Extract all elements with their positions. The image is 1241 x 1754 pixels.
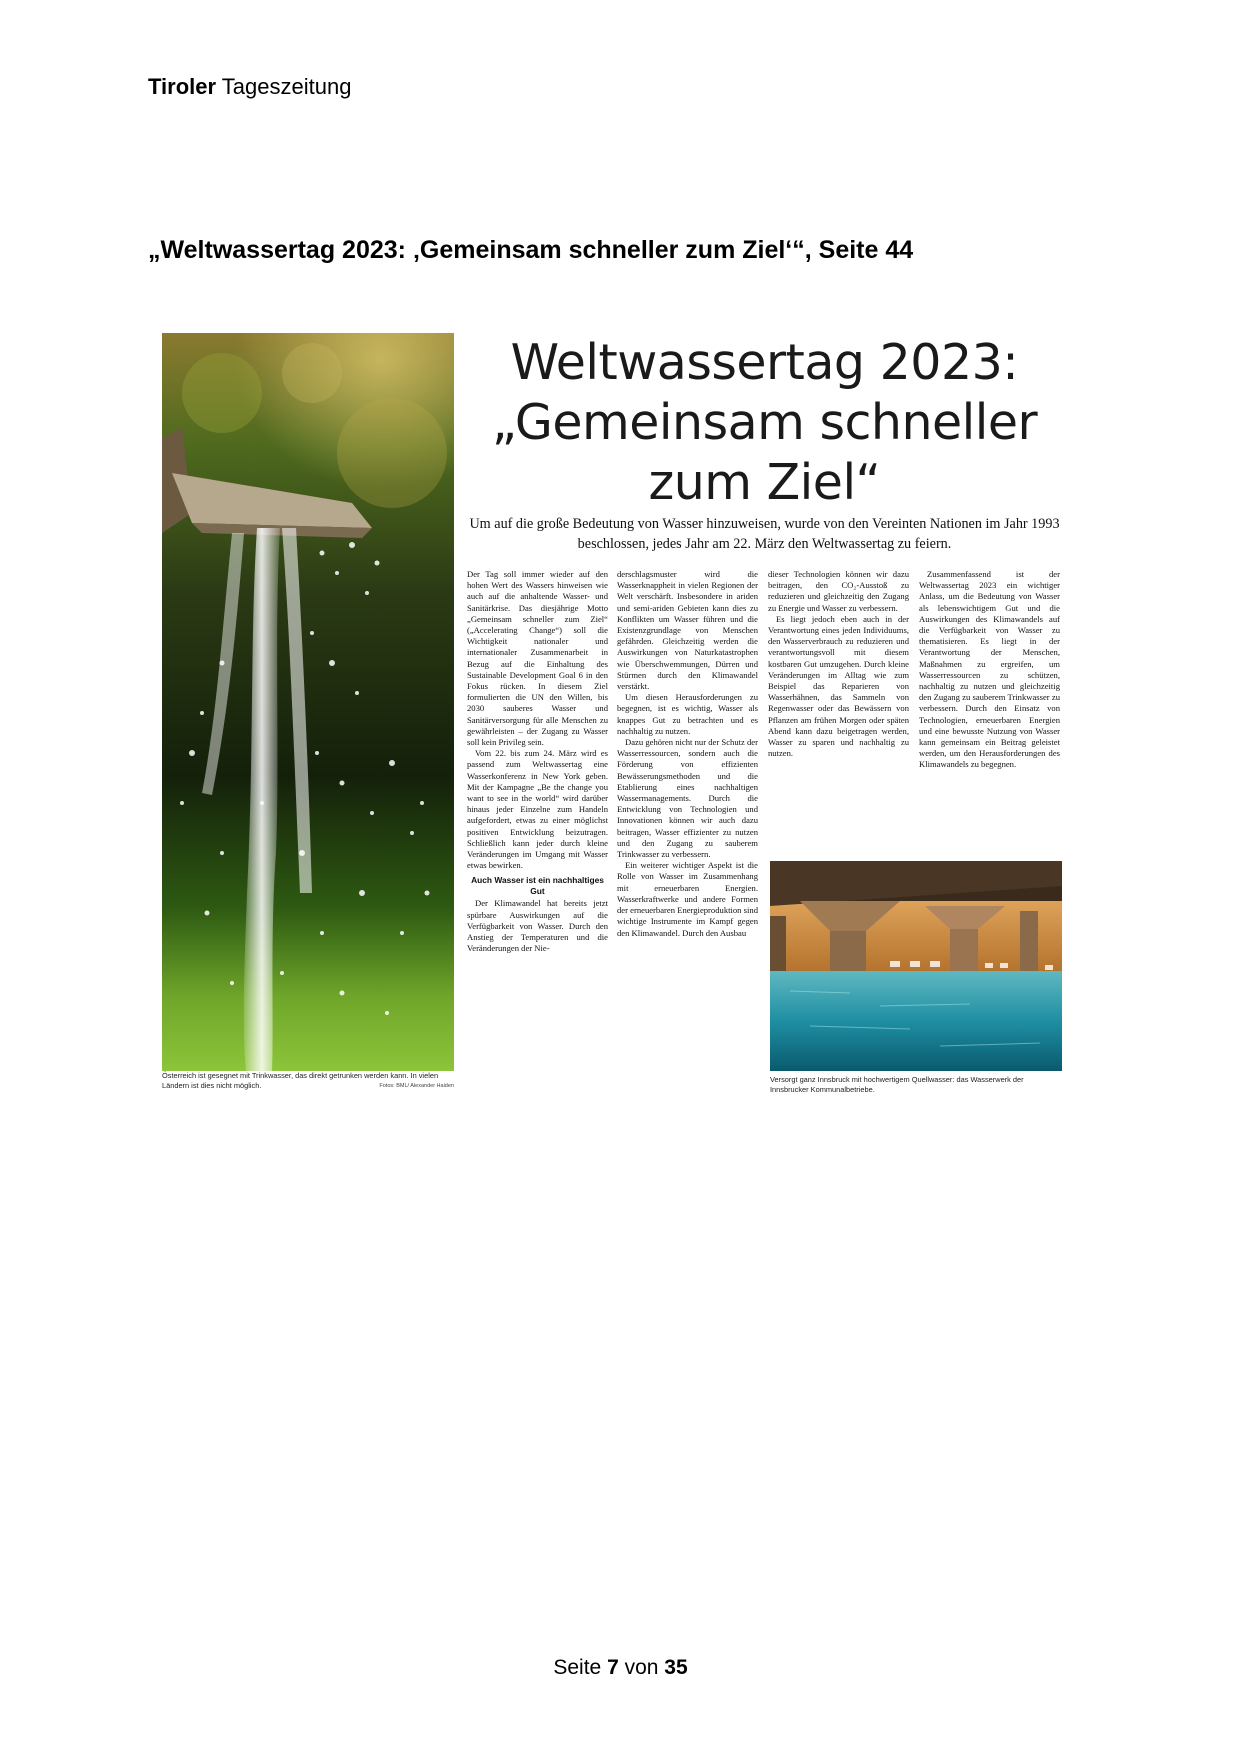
publication-name-bold: Tiroler — [148, 74, 217, 99]
page-footer — [0, 1656, 1241, 1680]
paragraph: Dazu gehören nicht nur der Schutz der Wasserressourcen, sondern auch die Förderung von effizienten Bewässerungsmethoden und die Etablierung eines nachhaltigen Wassermanagements. Durch die Entwicklung von Technologien und Innovationen können wir auch dazu beitragen, Wasser effizienter zu nutzen und den Zugang zu sauberem Trinkwasser zu verbessern. — [617, 737, 758, 860]
paragraph: Der Tag soll immer wieder auf den hohen Wert des Wassers hinweisen wie auch auf die anhaltende Wasser- und Sanitärkrise. Das diesjährige Motto „Gemeinsam schneller zum Ziel“ („Accelerating Change“) soll die Wichtigkeit nationaler und internationaler Zusammenarbeit in Bezug auf die Einhaltung des Sustainable Development Goal 6 in den Fokus rücken. In diesem Ziel formulierten die UN den Willen, bis 2030 sauberes Wasser und Sanitärversorgung für alle Menschen zu gewährleisten – der Zugang zu Wasser soll kein Privileg sein. — [467, 569, 608, 748]
footer-middle: von — [624, 1656, 659, 1679]
caption-left-text: Österreich ist gesegnet mit Trinkwasser, das direkt getrunken werden kann. In vielen Ländern ist dies nicht möglich. — [162, 1071, 439, 1090]
paragraph: Zusammenfassend ist der Weltwassertag 2023 ein wichtiger Anlass, um die Bedeutung von Wasser als lebenswichtigem Gut und die Auswirkungen des Klimawandels auf die Verfügbarkeit von Wasser zu thematisieren. Es liegt in der Verantwortung der Menschen, Maßnahmen zu ergreifen, um Wasserressourcen zu schützen, nachhaltig zu nutzen und gleichzeitig den Zugang zu sauberem Trinkwasser zu verbessern. Durch den Einsatz von Technologien, erneuerbaren Energien und eine bewusste Nutzung von Wasser kann gemeinsam ein Beitrag geleistet werden, um den Herausforderungen des Klimawandels zu begegnen. — [919, 569, 1060, 770]
document-title: „Weltwassertag 2023: ‚Gemeinsam schneller zum Ziel‘“, Seite 44 — [148, 236, 914, 264]
paragraph: Ein weiterer wichtiger Aspekt ist die Rolle von Wasser im Zusammenhang mit erneuerbaren Energien. Wasserkraftwerke und andere Formen der erneuerbaren Energieproduktion sind wichtige Instrumente im Kampf gegen den Klimawandel. Durch den Ausbau — [617, 860, 758, 938]
paragraph: Vom 22. bis zum 24. März wird es passend zum Weltwassertag eine Wasserkonferenz in New York geben. Mit der Kampagne „Be the change you want to see in the world“ wird darüber hinaus jeder Einzelne zum Handeln aufgefordert, etwas zu einer möglichst positiven Entwicklung beizutragen. Schließlich kann jeder durch kleine Veränderungen im Umgang mit Wasser etwas bewirken. — [467, 748, 608, 871]
paragraph: dieser Technologien können wir dazu beitragen, den CO₂-Ausstoß zu reduzieren und gleichzeitig den Zugang zu Energie und Wasser zu verbessern. — [768, 569, 909, 613]
paragraph: derschlagsmuster wird die Wasserknappheit in vielen Regionen der Welt verschärft. Insbesondere in ariden und semi-ariden Gebieten kann dies zu Konflikten um Wasser führen und die Existenzgrundlage von Menschen gefährden. Gleichzeitig werden die Auswirkungen von Naturkatastrophen wie Überschwemmungen, Dürren und Stürmen durch den Klimawandel verstärkt. — [617, 569, 758, 692]
right-photo-caption: Versorgt ganz Innsbruck mit hochwertigem Quellwasser: das Wasserwerk der Innsbrucker Kommunalbetriebe. — [770, 1075, 1024, 1094]
article-lead: Um auf die große Bedeutung von Wasser hinzuweisen, wurde von den Vereinten Nationen im Jahr 1993 beschlossen, jedes Jahr am 22. März den Weltwassertag zu feiern. — [469, 516, 1060, 552]
article-subhead: Auch Wasser ist ein nachhaltiges Gut — [471, 875, 604, 896]
paragraph: Um diesen Herausforderungen zu begegnen, ist es wichtig, Wasser als knappes Gut zu betrachten und es nachhaltig zu nutzen. — [617, 692, 758, 736]
paragraph: Der Klimawandel hat bereits jetzt spürbare Auswirkungen auf die Verfügbarkeit von Wasser. Durch den Anstieg der Temperaturen und die Veränderungen der Nie- — [467, 898, 608, 954]
waterworks-photo — [770, 861, 1062, 1071]
article-column-2 — [617, 569, 758, 939]
paragraph: Es liegt jedoch eben auch in der Verantwortung eines jeden Individuums, den Wasserverbrauch zu reduzieren und verantwortungsvoll mit diesem kostbaren Gut umzugehen. Durch kleine Veränderungen im Alltag wie zum Beispiel das Reparieren von Wasserhähnen, das Sammeln von Regenwasser oder das Bewässern von Pflanzen am frühen Morgen oder späten Abend kann dazu beigetragen werden, Wasser zu sparen und nachhaltig zu nutzen. — [768, 613, 909, 759]
headline-line-1: Weltwassertag 2023: — [510, 334, 1019, 391]
left-photo-caption — [162, 1071, 454, 1091]
newspaper-clipping — [162, 333, 1062, 1099]
article-column-4 — [919, 569, 1060, 771]
article-column-3 — [768, 569, 909, 854]
headline-line-2: „Gemeinsam schneller — [491, 394, 1038, 451]
footer-total-pages: 35 — [664, 1656, 688, 1679]
headline-line-3: zum Ziel“ — [648, 454, 881, 511]
footer-prefix: Seite — [553, 1656, 602, 1679]
footer-current-page: 7 — [607, 1656, 619, 1679]
water-fountain-photo — [162, 333, 454, 1071]
photo-credit: Fotos: BML/ Alexander Haiden — [379, 1083, 454, 1089]
article-column-1 — [467, 569, 608, 955]
article-headline — [467, 333, 1062, 513]
publication-name-rest: Tageszeitung — [221, 74, 352, 99]
publication-header — [148, 74, 351, 100]
